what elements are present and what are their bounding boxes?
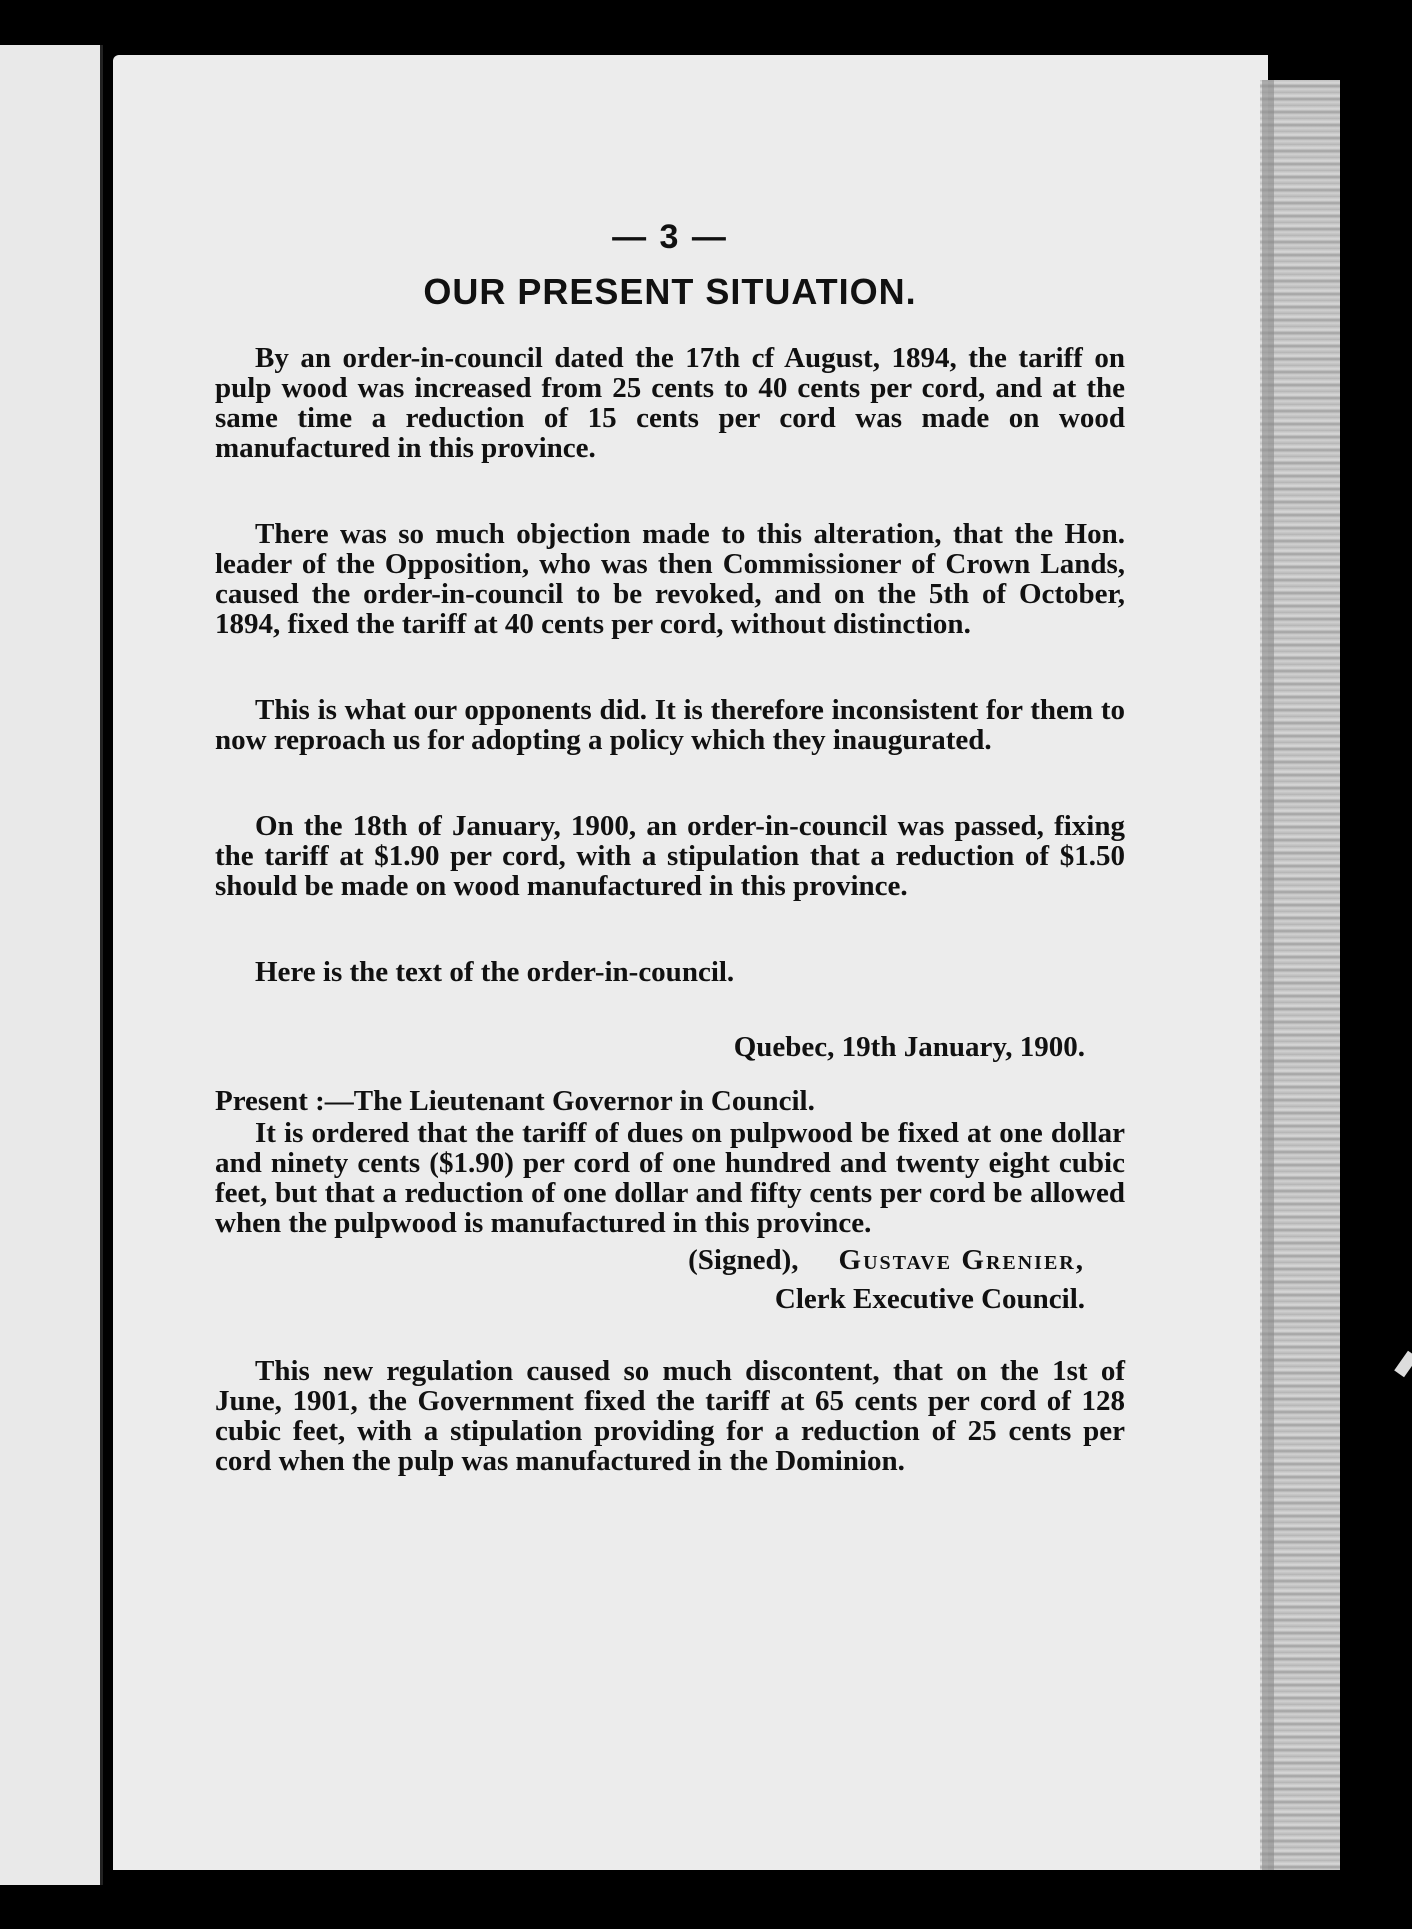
paragraph-3: This is what our opponents did. It is therefore inconsistent for them to now reproach us for adopting a policy which they inaugurated. [215,694,1125,756]
previous-page-edge [0,45,103,1885]
closing-paragraph: This new regulation caused so much discontent, that on the 1st of June, 1901, the Government fixed the tariff at 65 cents per cord of 128 cubic feet, with a stipulation providing for a reduction of 25 cents per cord when the pulp was manufactured in the Dominion. [215,1355,1125,1477]
signer-title: Clerk Executive Council. [774,1283,1085,1315]
page-edge-shadow [1262,80,1274,1870]
paragraph-5: Here is the text of the order-in-council. [255,956,735,988]
paragraph-1: By an order-in-council dated the 17th cf August, 1894, the tariff on pulp wood was increased from 25 cents to 40 cents per cord, and at the same time a reduction of 15 cents per cord was made on wood manufactured in this province. [215,342,1125,464]
signed-label: (Signed), [688,1244,799,1276]
order-dateline: Quebec, 19th January, 1900. [733,1031,1085,1063]
signer-name: Gustave Grenier, [838,1244,1085,1276]
signature-block [215,1244,1125,1316]
order-in-council-block [215,1031,1125,1316]
scan-blemish [1394,1351,1412,1378]
page-number: — 3 — [612,218,728,256]
order-text: It is ordered that the tariff of dues on pulpwood be fixed at one dollar and ninety cents ($1.90) per cord of one hundred and twenty eight cubic feet, but that a reduction of one dollar and fifty cents per cord be allowed when the pulpwood is manufactured in this province. [215,1117,1125,1239]
order-present-line: Present :—The Lieutenant Governor in Council. [215,1085,815,1117]
signature-line [215,1244,1085,1277]
paragraph-4: On the 18th of January, 1900, an order-in-council was passed, fixing the tariff at $1.90 per cord, with a stipulation that a reduction of $1.50 should be made on wood manufactured in this province. [215,810,1125,902]
section-heading: OUR PRESENT SITUATION. [423,271,917,312]
page-content [215,218,1125,1476]
paragraph-2: There was so much objection made to this alteration, that the Hon. leader of the Opposition, who was then Commissioner of Crown Lands, caused the order-in-council to be revoked, and on the 5th of October, 1894, fixed the tariff at 40 cents per cord, without distinction. [215,518,1125,640]
